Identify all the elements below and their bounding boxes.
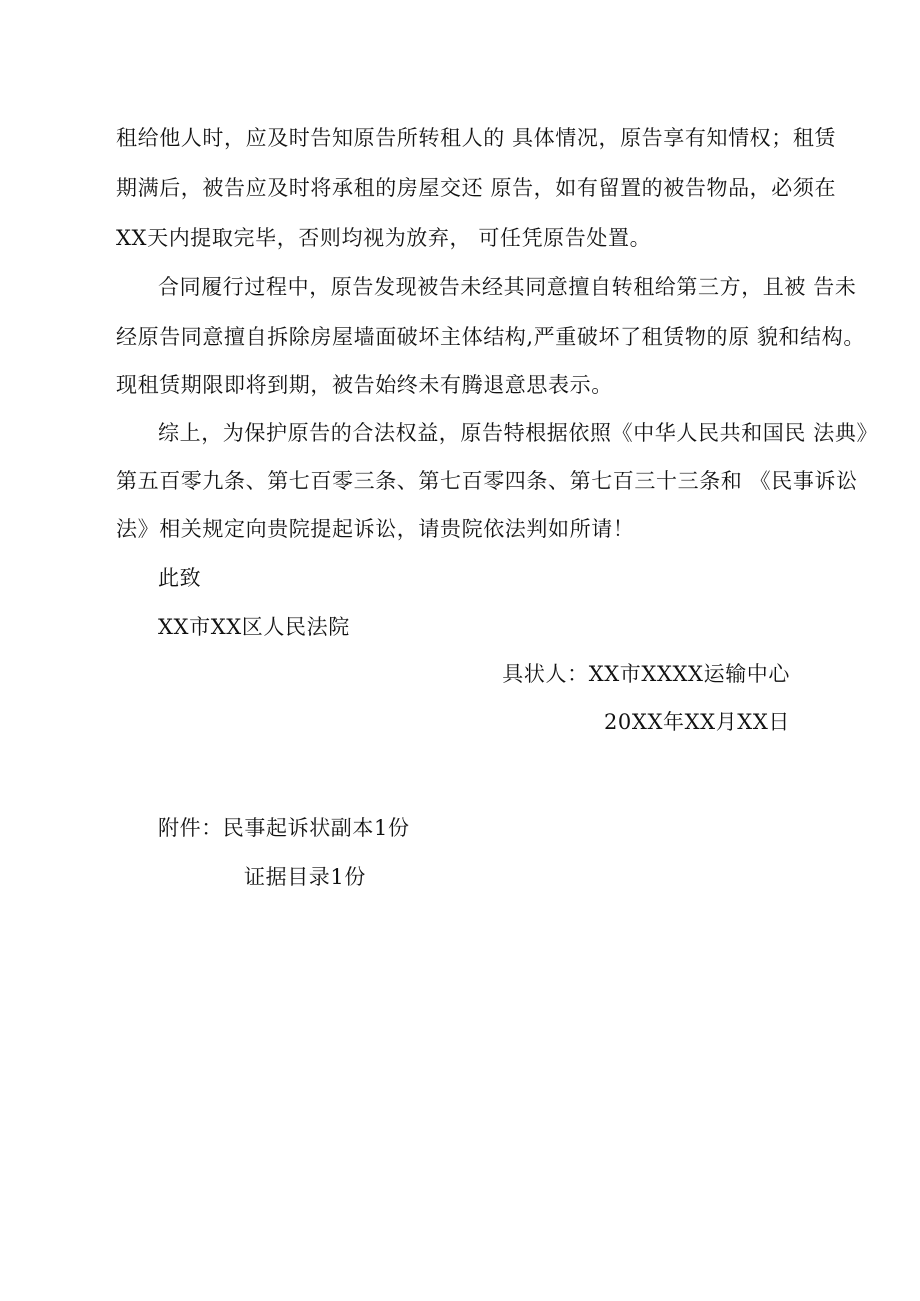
paragraph-1-line-1: 租给他人时，应及时告知原告所转租人的 具体情况，原告享有知情权；租赁: [116, 126, 837, 150]
paragraph-1-line-3: XX天内提取完毕，否则均视为放弃， 可任凭原告处置。: [116, 226, 652, 250]
attachment-item-2: 证据目录1份: [244, 865, 366, 889]
paragraph-2-line-1: 合同履行过程中，原告发现被告未经其同意擅自转租给第三方，且被 告未: [158, 275, 857, 299]
paragraph-2-line-3: 现租赁期限即将到期，被告始终未有腾退意思表示。: [116, 373, 613, 397]
attachment-item-1: 附件：民事起诉状副本1份: [158, 816, 410, 840]
paragraph-3-line-2: 第五百零九条、第七百零三条、第七百零四条、第七百三十三条和 《民事诉讼: [116, 469, 858, 493]
paragraph-1-line-2: 期满后，被告应及时将承租的房屋交还 原告，如有留置的被告物品，必须在: [116, 176, 837, 200]
paragraph-2-line-2: 经原告同意擅自拆除房屋墙面破坏主体结构,严重破坏了租赁物的原 貌和结构。: [116, 325, 865, 349]
paragraph-3-line-1: 综上，为保护原告的合法权益，原告特根据依照《中华人民共和国民 法典》: [158, 421, 879, 445]
court-name: XX市XX区人民法院: [158, 615, 350, 639]
signature-date: 20XX年XX月XX日: [603, 710, 790, 734]
paragraph-3-line-3: 法》相关规定向贵院提起诉讼，请贵院依法判如所请！: [116, 517, 635, 541]
signatory: 具状人：XX市XXXX运输中心: [502, 662, 790, 686]
closing-salutation: 此致: [158, 566, 202, 590]
